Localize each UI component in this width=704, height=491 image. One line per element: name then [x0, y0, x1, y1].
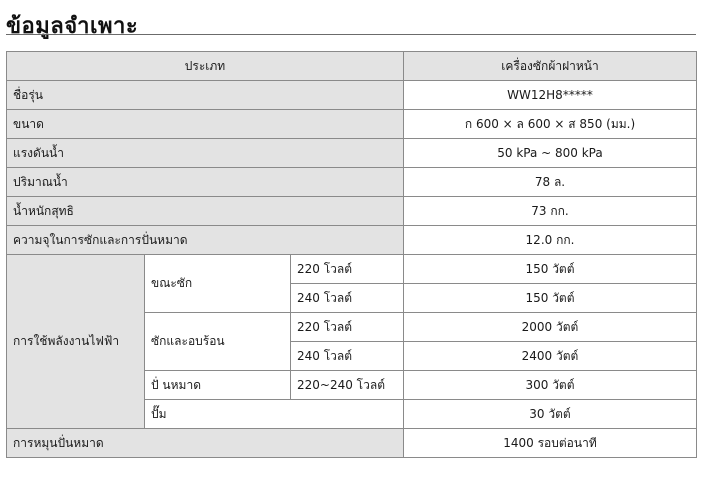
model-label: ชื่อรุ่น — [7, 81, 404, 110]
capacity-label: ความจุในการซักและการปั่นหมาด — [7, 226, 404, 255]
capacity-value: 12.0 กก. — [404, 226, 697, 255]
table-row — [7, 226, 697, 255]
pump-watt: 30 วัตต์ — [404, 400, 697, 429]
heating-volt-240: 240 โวลต์ — [291, 342, 404, 371]
type-value: เครื่องซักผ้าฝาหน้า — [404, 52, 697, 81]
table-row — [7, 255, 697, 284]
power-label: การใช้พลังงานไฟฟ้า — [7, 255, 145, 429]
table-row — [7, 139, 697, 168]
pressure-label: แรงดันน้ำ — [7, 139, 404, 168]
table-row — [7, 110, 697, 139]
washing-volt-240: 240 โวลต์ — [291, 284, 404, 313]
washing-label: ขณะซัก — [145, 255, 291, 313]
table-row — [7, 52, 697, 81]
type-label: ประเภท — [7, 52, 404, 81]
water-label: ปริมาณน้ำ — [7, 168, 404, 197]
washing-watt-220: 150 วัตต์ — [404, 255, 697, 284]
title-underline — [6, 34, 696, 35]
size-label: ขนาด — [7, 110, 404, 139]
table-row — [7, 429, 697, 458]
spinning-watt: 300 วัตต์ — [404, 371, 697, 400]
spin-label: การหมุนปั่นหมาด — [7, 429, 404, 458]
heating-volt-220: 220 โวลต์ — [291, 313, 404, 342]
pressure-value: 50 kPa ~ 800 kPa — [404, 139, 697, 168]
pump-label: ปั๊ม — [145, 400, 404, 429]
table-row — [7, 81, 697, 110]
model-value: WW12H8***** — [404, 81, 697, 110]
spinning-volt: 220~240 โวลต์ — [291, 371, 404, 400]
weight-label: น้ำหนักสุทธิ — [7, 197, 404, 226]
weight-value: 73 กก. — [404, 197, 697, 226]
page-title: ข้อมูลจำเพาะ — [6, 14, 139, 39]
washing-volt-220: 220 โวลต์ — [291, 255, 404, 284]
washing-watt-240: 150 วัตต์ — [404, 284, 697, 313]
heating-label: ซักและอบร้อน — [145, 313, 291, 371]
heating-watt-220: 2000 วัตต์ — [404, 313, 697, 342]
spin-value: 1400 รอบต่อนาที — [404, 429, 697, 458]
size-value: ก 600 × ล 600 × ส 850 (มม.) — [404, 110, 697, 139]
spec-table — [6, 51, 697, 458]
spinning-label: ปั่ นหมาด — [145, 371, 291, 400]
water-value: 78 ล. — [404, 168, 697, 197]
table-row — [7, 168, 697, 197]
table-row — [7, 197, 697, 226]
heating-watt-240: 2400 วัตต์ — [404, 342, 697, 371]
